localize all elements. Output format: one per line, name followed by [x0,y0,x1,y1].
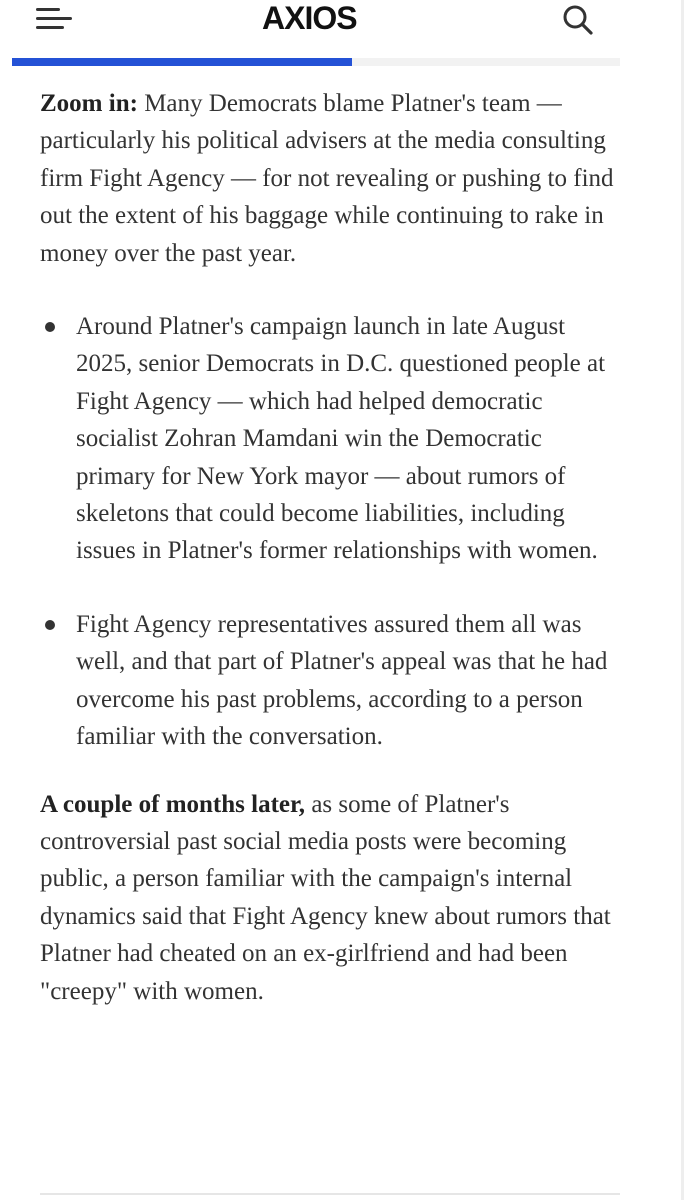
zoom-in-text: Many Democrats blame Platner's team — particularly his political advisers at the media consulting firm Fight Agency — for not revealing or pushing to find out the extent of his baggage while continuing to rake in money over the past year. [40,90,614,267]
bullet-text: Around Platner's campaign launch in late August 2025, senior Democrats in D.C. questioned people at Fight Agency — which had helped democratic socialist Zohran Mamdani win the Democratic primary for New York mayor — about rumors of skeletons that could become liabilities, including issues in Platner's former relationships with women. [76,313,606,565]
bullet-dot-icon [45,620,55,630]
bullet-list [40,308,620,755]
article-body [40,85,620,1010]
zoom-in-lead: Zoom in: [40,90,138,117]
hamburger-menu-icon[interactable] [36,6,72,30]
couple-months-paragraph [40,786,620,1010]
bullet-text: Fight Agency representatives assured them all was well, and that part of Platner's appeal was that he had overcome his past problems, according to a person familiar with the conversation. [76,610,608,751]
couple-months-lead: A couple of months later, [40,790,306,818]
search-icon[interactable] [560,2,594,36]
reading-progress-bar [12,58,620,66]
list-item [40,606,620,756]
bullet-dot-icon [45,322,55,332]
bottom-divider [40,1193,620,1195]
couple-months-text: as some of Platner's controversial past social media posts were becoming public, a person familiar with the campaign's internal dynamics said that Fight Agency knew about rumors that Platner had cheated on an ex-girlfriend and had been "creepy" with women. [40,790,611,1005]
list-item [40,308,620,570]
axios-logo[interactable]: AXIOS [262,0,357,36]
reading-progress-fill [12,58,352,66]
zoom-in-paragraph [40,85,620,272]
site-header [0,0,620,60]
